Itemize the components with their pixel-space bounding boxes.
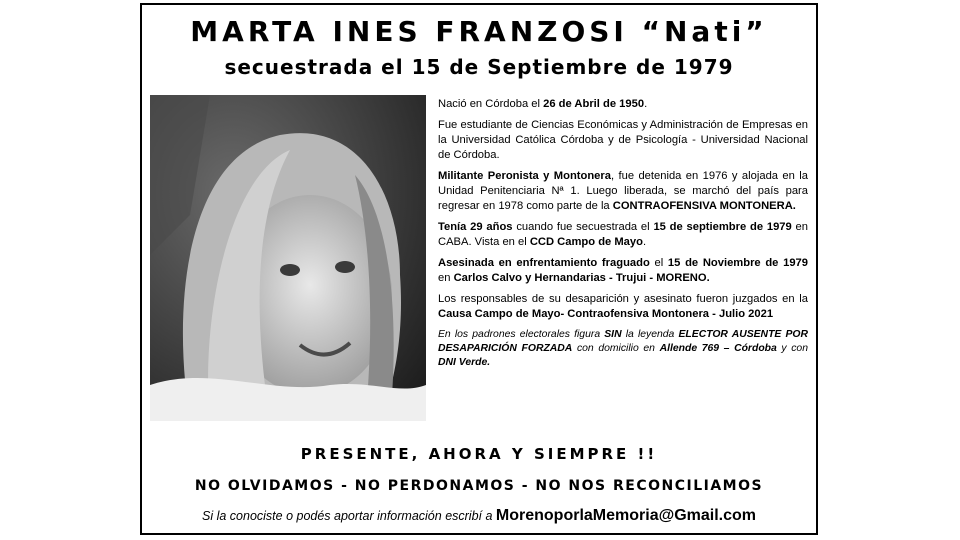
contact-prefix: Si la conociste o podés aportar información escribí a [202,509,496,523]
bio-studies: Fue estudiante de Ciencias Económicas y Administración de Empresas en la Universidad Católica Córdoba y de Psicología - Universidad Nacional de Córdoba. [438,119,808,161]
memorial-card [140,3,818,535]
bio-trial: Los responsables de su desaparición y asesinato fueron juzgados en la Causa Campo de Mayo- Contraofensiva Montonera - Julio 2021 [438,293,808,320]
biography [438,97,808,376]
bio-kidnapping: Tenía 29 años cuando fue secuestrada el 15 de septiembre de 1979 en CABA. Vista en el CCD Campo de Mayo. [438,221,808,248]
page-title: MARTA INES FRANZOSI “Nati” [190,15,768,48]
bio-birth: Nació en Córdoba el 26 de Abril de 1950. [438,98,648,110]
bio-murder: Asesinada en enfrentamiento fraguado el 15 de Noviembre de 1979 en Carlos Calvo y Hernandarias - Trujui - MORENO. [438,257,808,284]
portrait-photo [150,95,426,421]
slogan-no-olvidamos: NO OLVIDAMOS - NO PERDONAMOS - NO NOS RECONCILIAMOS [194,478,764,494]
bio-electoral-note: En los padrones electorales figura SIN la leyenda ELECTOR AUSENTE POR DESAPARICIÓN FORZADA con domicilio en Allende 769 – Córdoba y con DNI Verde. [438,329,808,368]
bio-militancy: Militante Peronista y Montonera, fue detenida en 1976 y alojada en la Unidad Penitenciaria Nª 1. Luego liberada, se marchó del país para regresar en 1978 como parte de la CONTRAOFENSIVA MONTONERA. [438,170,808,212]
page-subtitle: secuestrada el 15 de Septiembre de 1979 [224,55,734,79]
portrait-image [150,95,426,421]
contact-line [142,507,816,525]
slogan-presente: PRESENTE, AHORA Y SIEMPRE !! [300,445,658,463]
contact-email-link[interactable]: MorenoporlaMemoria@Gmail.com [495,507,756,524]
